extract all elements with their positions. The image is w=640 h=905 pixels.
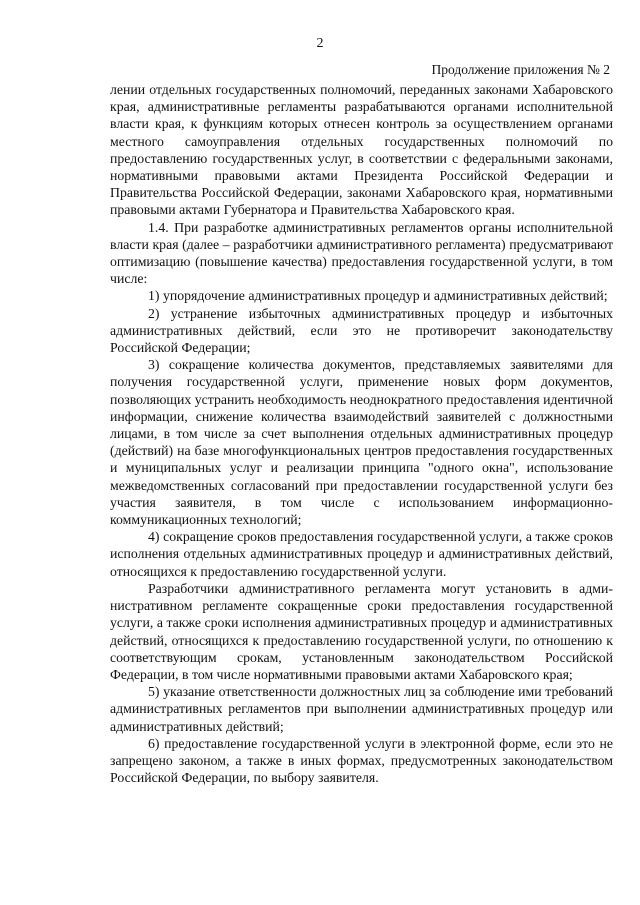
list-item-1: 1) упорядочение административных процедур и административных действий; xyxy=(148,288,608,304)
list-item-5: 5) указание ответственности должностных лиц за соблюдение ими требований административных регламентов при выполнении административных процедур или административных действий; xyxy=(110,684,613,734)
paragraph-developers: Разработчики административного регламента могут установить в административном регламенте сокращенные сроки предоставления государственной услуги, а также сроки исполнения административных процедур и административных действий, относящихся к предоставлению государственной услуги, по отношению к соответствующим срокам, установленным законодательством Российской Федерации, в том числе нормативными правовыми актами Хабаровского края; xyxy=(110,580,613,682)
paragraph-continuation: лении отдельных государственных полномочий, переданных законами Хабаровского края, административные регламенты разрабатываются органами исполнительной власти края, к функциям которых отнесен контроль за осуществлением органами местного самоуправления отдельных государственных полномочий по предоставлению государственных услуг, в соответствии с федеральными законами, нормативными правовыми актами Президента Российской Федерации и Правительства Российской Федерации, законами Хабаровского края, нормативными правовыми актами Губернатора и Правительства Хабаровского края. xyxy=(110,82,613,218)
paragraph-1-4: 1.4. При разработке административных регламентов органы исполнительной власти края (далее – разработчики административного регламента) предусматривают оптимизацию (повышение качества) предоставления государственной услуги, в том числе: xyxy=(110,219,613,287)
list-item-6: 6) предоставление государственной услуги в электронной форме, если это не запрещено законом, а также в иных формах, предусмотренных законодательством Российской Федерации, по выбору заявителя. xyxy=(110,735,613,786)
list-item-4: 4) сокращение сроков предоставления государственной услуги, а также сроков исполнения отдельных административных процедур и административных действий, относящихся к предоставлению государственной услуги. xyxy=(110,529,613,579)
document-body xyxy=(110,81,613,786)
list-item-2: 2) устранение избыточных административных процедур и избыточных административных действий, если это не противоречит законодательству Российской Федерации; xyxy=(110,305,613,356)
list-item-3: 3) сокращение количества документов, представляемых заявителями для получения государственной услуги, применение новых форм документов, позволяющих устранить необходимость неоднократного предоставления идентичной информации, снижение количества взаимодействий заявителей с должностными лицами, в том числе за счет выполнения отдельных административных процедур (действий) на базе многофункциональных центров предоставления государственных и муниципальных услуг и реализации принципа "одного окна", использование межведомственных согласований при предоставлении государственной услуги без участия заявителя, в том числе с использованием информационно-коммуникационных технологий; xyxy=(110,357,613,528)
appendix-continuation-note: Продолжение приложения № 2 xyxy=(431,62,610,77)
page-number: 2 xyxy=(316,36,324,51)
